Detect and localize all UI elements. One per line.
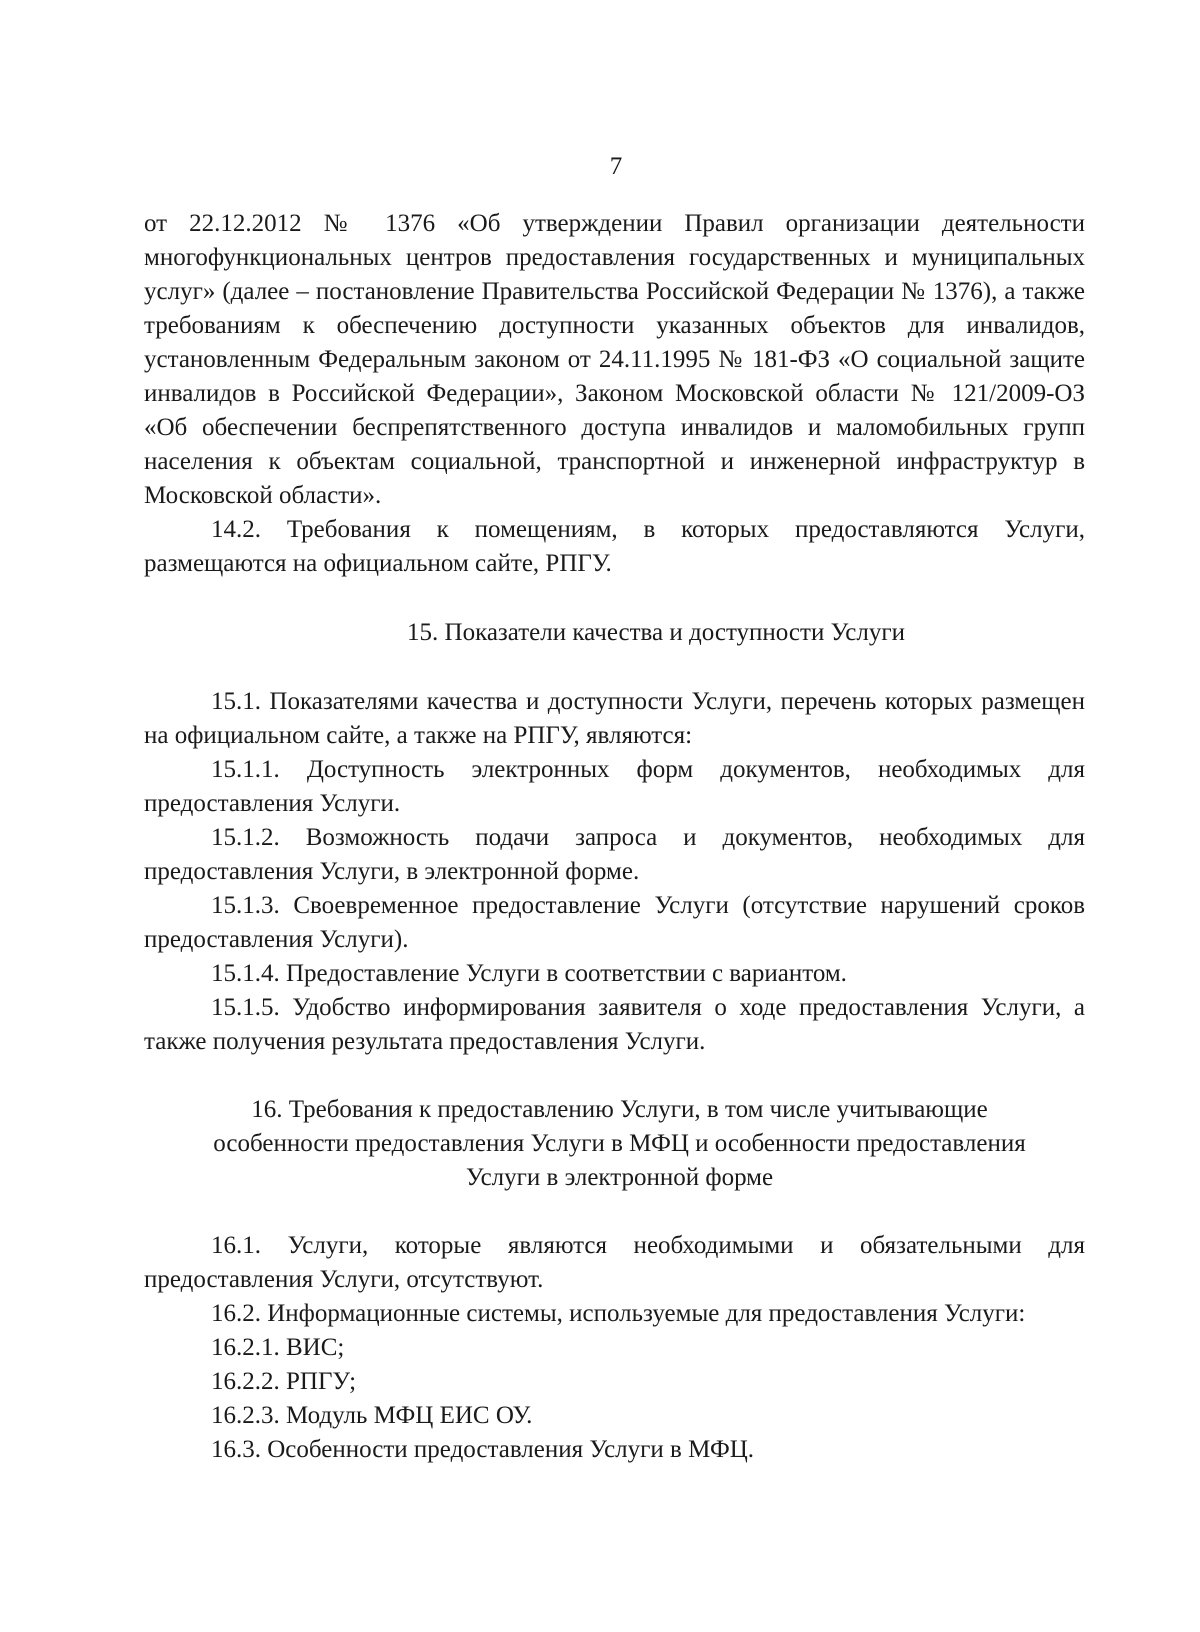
paragraph-15-1-1: 15.1.1. Доступность электронных форм документов, необходимых для предоставления Услуги.: [144, 756, 1085, 817]
section-16-heading-line: особенности предоставления Услуги в МФЦ и особенности предоставления: [213, 1130, 1026, 1157]
paragraph-15-1-5: 15.1.5. Удобство информирования заявителя о ходе предоставления Услуги, а также получения результата предоставления Услуги.: [144, 994, 1085, 1055]
paragraph-15-1-2: 15.1.2. Возможность подачи запроса и документов, необходимых для предоставления Услуги, в электронной форме.: [144, 824, 1085, 885]
section-16-heading-line: 16. Требования к предоставлению Услуги, в том числе учитывающие: [251, 1096, 988, 1123]
paragraph-14-2: 14.2. Требования к помещениям, в которых предоставляются Услуги, размещаются на официальном сайте, РПГУ.: [144, 516, 1085, 577]
paragraph-16-2-3: 16.2.3. Модуль МФЦ ЕИС ОУ.: [211, 1402, 533, 1429]
paragraph-15-1-3: 15.1.3. Своевременное предоставление Услуги (отсутствие нарушений сроков предоставления Услуги).: [144, 892, 1085, 953]
paragraph-15-1: 15.1. Показателями качества и доступности Услуги, перечень которых размещен на официальном сайте, а также на РПГУ, являются:: [144, 688, 1085, 749]
paragraph-16-2: 16.2. Информационные системы, используемые для предоставления Услуги:: [211, 1300, 1026, 1327]
paragraph-16-3: 16.3. Особенности предоставления Услуги в МФЦ.: [211, 1436, 755, 1463]
paragraph-15-1-4: 15.1.4. Предоставление Услуги в соответствии с вариантом.: [211, 960, 847, 987]
document-body: [144, 207, 1085, 1467]
paragraph-16-2-2: 16.2.2. РПГУ;: [211, 1368, 357, 1395]
paragraph-16-1: 16.1. Услуги, которые являются необходимыми и обязательными для предоставления Услуги, отсутствуют.: [144, 1232, 1085, 1293]
section-15-heading: 15. Показатели качества и доступности Услуги: [407, 619, 905, 646]
section-16-heading: [144, 1093, 1085, 1195]
section-16-heading-line: Услуги в электронной форме: [465, 1164, 774, 1191]
paragraph-intro: от 22.12.2012 № 1376 «Об утверждении Правил организации деятельности многофункциональных центров предоставления государственных и муниципальных услуг» (далее – постановление Правительства Российской Федерации № 1376), а также требованиям к обеспечению доступности указанных объектов для инвалидов, установленным Федеральным законом от 24.11.1995 № 181-ФЗ «О социальной защите инвалидов в Российской Федерации», Законом Московской области № 121/2009-ОЗ «Об обеспечении беспрепятственного доступа инвалидов и маломобильных групп населения к объектам социальной, транспортной и инженерной инфраструктур в Московской области».: [144, 210, 1085, 509]
paragraph-16-2-1: 16.2.1. ВИС;: [211, 1334, 345, 1361]
page-number: 7: [609, 153, 623, 180]
